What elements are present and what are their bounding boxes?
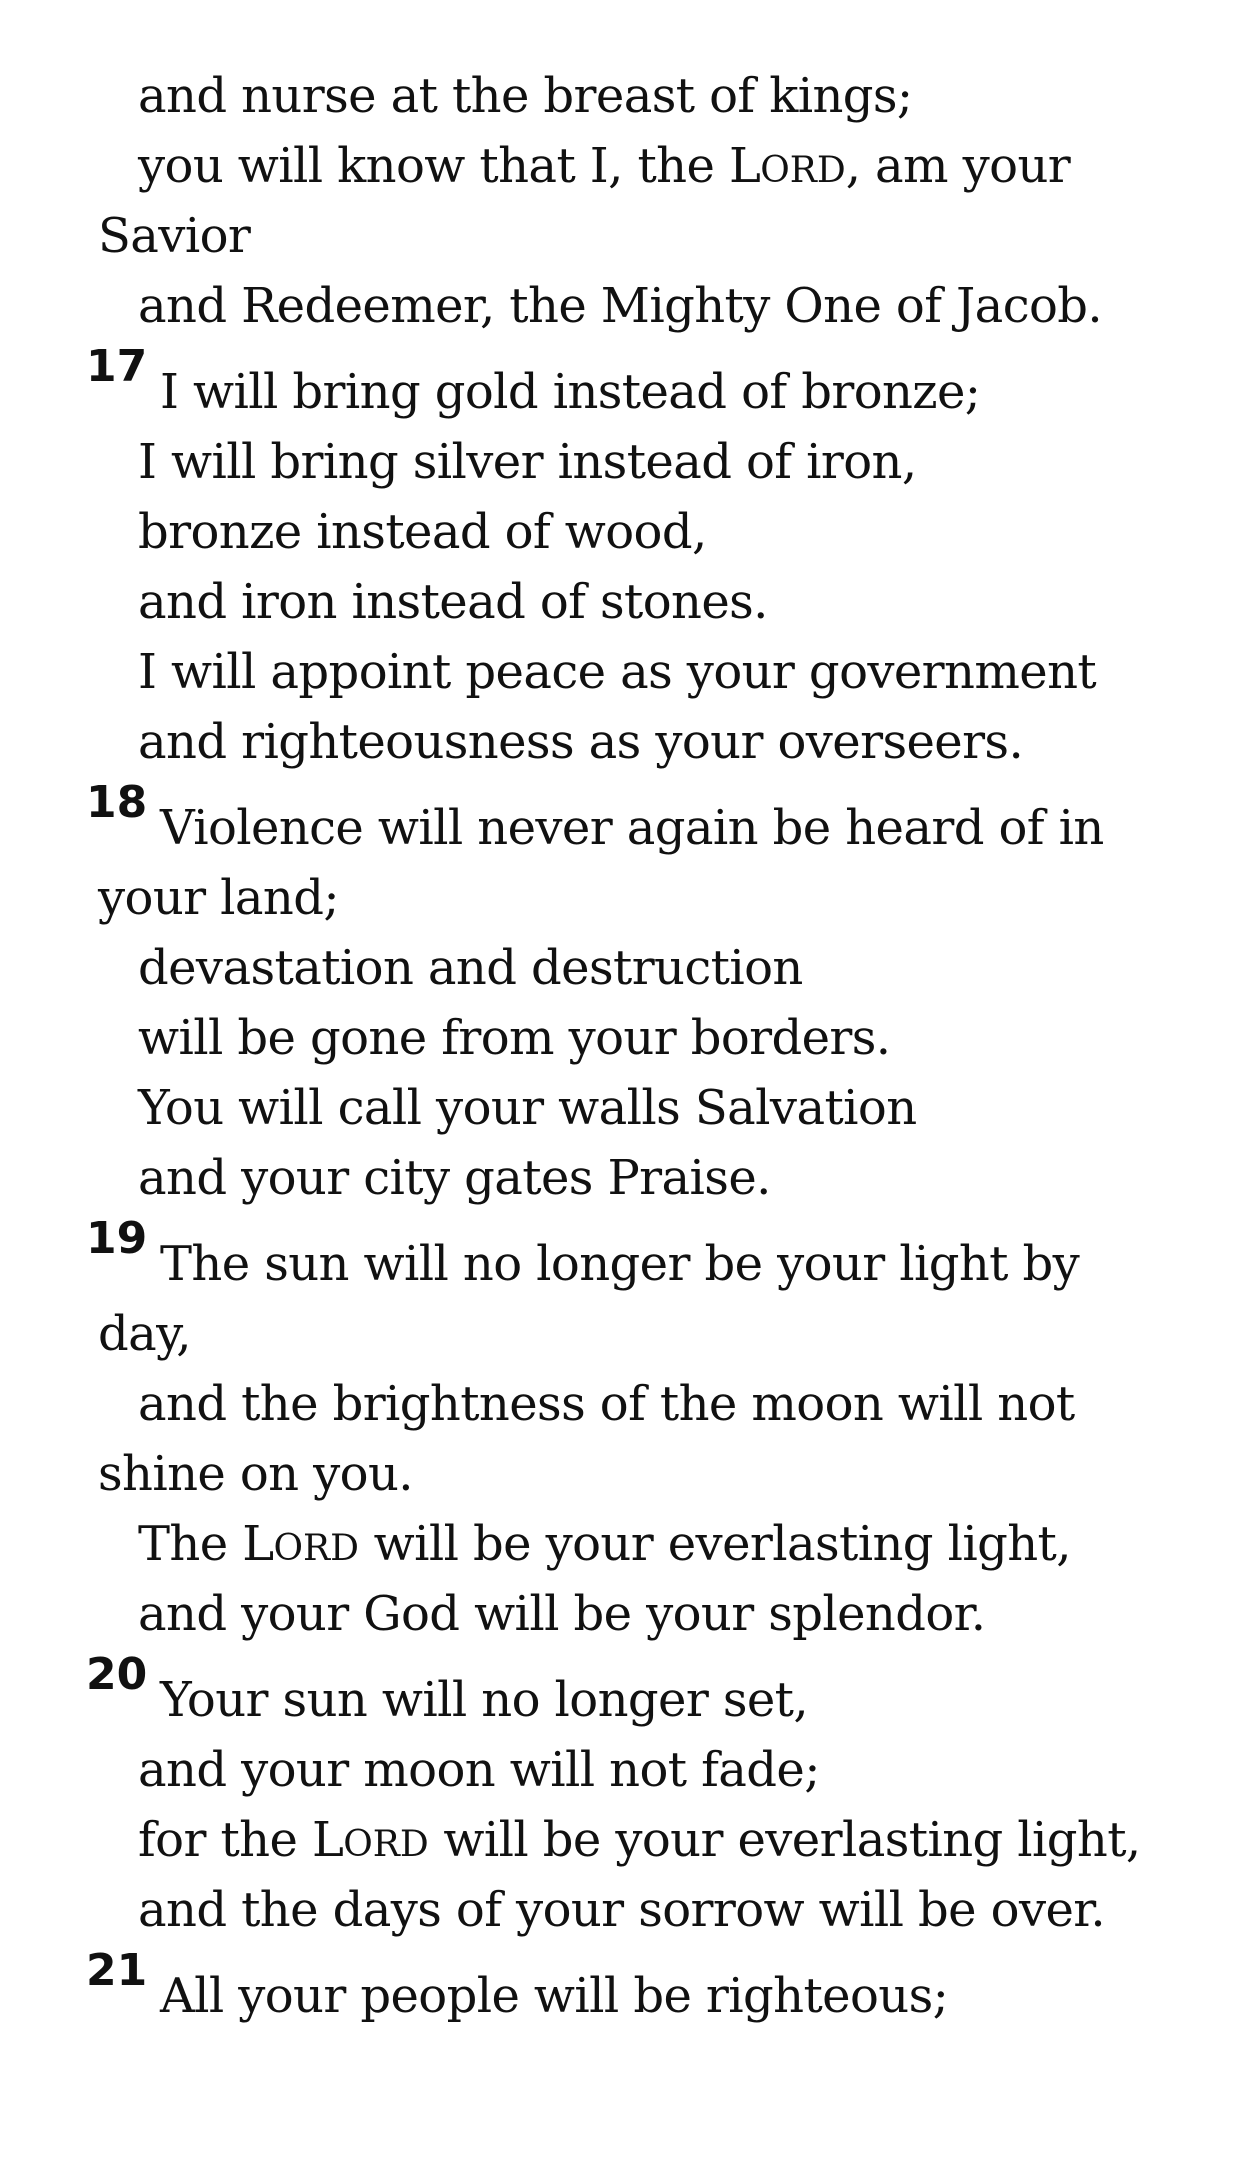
verse-line: and righteousness as your overseers. [138, 714, 1024, 770]
verse-line: The LORD will be your everlasting light, [138, 1516, 1071, 1572]
verse-number: 21 [86, 1945, 148, 1996]
verse-line: devastation and destruction [138, 940, 803, 996]
verse-line: bronze instead of wood, [138, 504, 707, 560]
verse-line: Violence will never again be heard of in [160, 800, 1104, 856]
verse-line: and the brightness of the moon will not [138, 1376, 1075, 1432]
verse-line: Your sun will no longer set, [160, 1672, 809, 1728]
verse-number: 18 [86, 777, 148, 828]
verse-number: 17 [86, 341, 148, 392]
verse-line: I will appoint peace as your government [138, 644, 1097, 700]
verse-line: and iron instead of stones. [138, 574, 768, 630]
verse-line: and the days of your sorrow will be over. [138, 1882, 1105, 1938]
verse-line: and your God will be your splendor. [138, 1586, 986, 1642]
verse-line: I will bring silver instead of iron, [138, 434, 917, 490]
verse-line: and your moon will not fade; [138, 1742, 820, 1798]
verse-line: and Redeemer, the Mighty One of Jacob. [138, 278, 1103, 334]
divine-name: LORD [728, 138, 846, 194]
verse-line: and your city gates Praise. [138, 1150, 771, 1206]
verse-line: you will know that I, the LORD, am your [138, 138, 1071, 194]
divine-name: LORD [242, 1516, 359, 1572]
verse-line: for the LORD will be your everlasting light, [138, 1812, 1141, 1868]
divine-name: LORD [311, 1812, 429, 1868]
verse-line: I will bring gold instead of bronze; [160, 364, 981, 420]
verse-line: You will call your walls Salvation [138, 1080, 917, 1136]
verse-line: your land; [98, 870, 339, 926]
verse-line: Savior [98, 208, 251, 264]
verse-number: 20 [86, 1649, 148, 1700]
verse-line: shine on you. [98, 1446, 413, 1502]
verse-line: day, [98, 1306, 191, 1362]
verse-line: and nurse at the breast of kings; [138, 68, 913, 124]
verse-number: 19 [86, 1213, 148, 1264]
verse-line: The sun will no longer be your light by [160, 1236, 1080, 1292]
verse-line: will be gone from your borders. [138, 1010, 891, 1066]
verse-line: All your people will be righteous; [160, 1968, 949, 2024]
